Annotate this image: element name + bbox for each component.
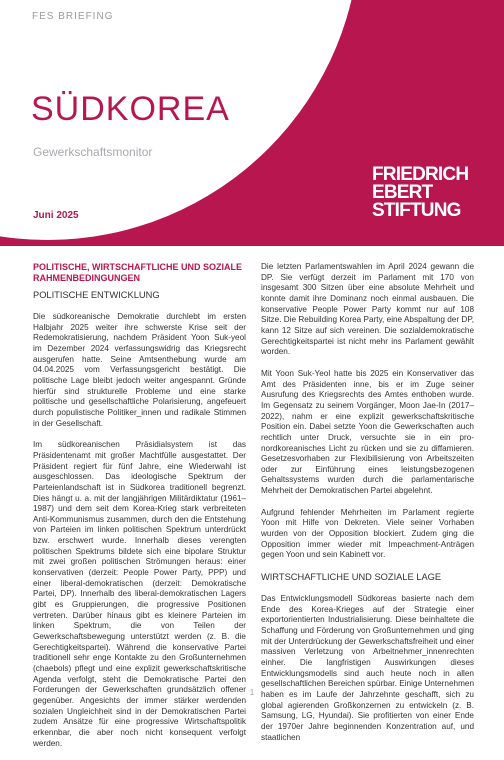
- page-number: 1: [249, 688, 255, 697]
- series-label: FES BRIEFING: [32, 11, 114, 22]
- right-column: [261, 262, 474, 754]
- left-column: [33, 262, 246, 760]
- paragraph: Die letzten Parlamentswahlen im April 2024 gewann die DP. Sie verfügt derzeit im Parlament mit 170 von insgesamt 300 Sitzen über eine absolute Mehrheit und konnte damit ihre Dominanz noch einmal ausbauen. Die konservative People Power Party kommt nur auf 108 Sitze. Die Rebuilding Korea Party, eine Abspaltung der DP, kann 12 Sitze auf sich vereinen. Die sozialdemokratische Gerechtigkeitspartei ist nicht mehr ins Parlament gewählt worden.: [261, 262, 474, 357]
- publication-date: Juni 2025: [33, 210, 79, 221]
- subheading-political: POLITISCHE ENTWICKLUNG: [33, 290, 160, 300]
- logo-line: STIFTUNG: [372, 200, 461, 221]
- subheading-economic: WIRTSCHAFTLICHE UND SOZIALE LAGE: [261, 572, 442, 583]
- cover-header: [0, 0, 504, 246]
- page-title: SÜDKOREA: [31, 90, 230, 128]
- paragraph: Mit Yoon Suk-Yeol hatte bis 2025 ein Konservativer das Amt des Präsidenten inne, bis er im Zuge seiner Ausrufung des Kriegsrechts des Amtes enthoben wurde. Im Gegensatz zu seinem Vorgänger, Moon Jae-In (2017–2022), nahm er eine explizit gewerkschaftskritische Position ein. Dabei setzte Yoon die Gewerkschaften auch rechtlich unter Druck, versuchte sie in ein pro-nordkoreanisches Licht zu rücken und sie zu diffamieren. Gesetzesvorhaben zur Flexibilisierung von Arbeitszeiten oder zur Einführung eines leistungsbezogenen Gehaltssystems wurden durch die parlamentarische Mehrheit der Demokratischen Partei abgelehnt.: [261, 368, 474, 496]
- paragraph: Im südkoreanischen Präsidialsystem ist das Präsidentenamt mit großer Machtfülle ausgestattet. Der Präsident regiert für fünf Jahre, eine Wiederwahl ist ausgeschlossen. Das ideologische Spektrum der Parteienlandschaft ist in Südkorea traditionell begrenzt. Dies hängt u. a. mit der langjährigen Militärdiktatur (1961–1987) und dem seit dem Korea-Krieg stark verbreiteten Anti-Kommunismus zusammen, durch den die Entstehung von Parteien im linken politischen Spektrum unterdrückt bzw. erschwert wurde. Innerhalb dieses verengten politischen Spektrums bildete sich eine bipolare Struktur mit zwei großen politischen Strömungen heraus: einer konservativen (derzeit: People Power Party, PPP) und einer liberal-demokratischen (derzeit: Demokratische Partei, DP). Innerhalb des liberal-demokratischen Lagers gibt es Gruppierungen, die progressive Positionen vertreten. Darüber hinaus gibt es kleinere Parteien im linken Spektrum, die von Teilen der Gewerkschaftsbewegung unterstützt werden (z. B. die Gerechtigkeitspartei). Während die konservative Partei traditionell sehr enge Kontakte zu den Großunternehmen (chaebols) pflegt und eine explizit gewerkschaftskritische Agenda verfolgt, steht die Demokratische Partei den Forderungen der Gewerkschaften grundsätzlich offener gegenüber. Angesichts der immer stärker werdenden sozialen Ungleichheit sind in der Demokratischen Partei zudem Ansätze für eine progressive Wirtschaftspolitik erkennbar, die aber noch nicht konsequent verfolgt werden.: [33, 440, 246, 748]
- fes-logo: [372, 166, 480, 220]
- section-title: POLITISCHE, WIRTSCHAFTLICHE UND SOZIALE RAHMENBEDINGUNGEN: [33, 262, 242, 283]
- page-subtitle: Gewerkschaftsmonitor: [33, 145, 153, 159]
- logo-line: FRIEDRICH: [372, 164, 469, 185]
- paragraph: Aufgrund fehlender Mehrheiten im Parlament regierte Yoon mit Hilfe von Dekreten. Viele seiner Vorhaben wurden von der Opposition blockiert. Zudem ging die Opposition immer wieder mit Impeachment-Anträgen gegen Yoon und sein Kabinett vor.: [261, 507, 474, 560]
- paragraph: Das Entwicklungsmodell Südkoreas basierte nach dem Ende des Korea-Krieges auf der Strategie einer exportorientierten Industrialisierung. Diese beinhaltete die Schaffung und Förderung von Großunternehmen und ging mit der Unterdrückung der Gewerkschaftsfreiheit und einer massiven Verletzung von Arbeitnehmer_innenrechten einher. Die langfristigen Auswirkungen dieses Entwicklungsmodells sind auch heute noch in allen gesellschaftlichen Bereichen spürbar. Einige Unternehmen haben es im Laufe der Jahrzehnte geschafft, sich zu global agierenden Großkonzernen zu entwickeln (z. B. Samsung, LG, Hyundai). Sie profitierten von einer Ende der 1970er Jahre beginnenden Konzentration auf, und staatlichen: [261, 594, 474, 742]
- paragraph: Die südkoreanische Demokratie durchlebt im ersten Halbjahr 2025 weiter ihre schwerste Krise seit der Redemokratisierung, nachdem Präsident Yoon Suk-yeol im Dezember 2024 verfassungswidrig das Kriegsrecht ausgerufen hatte. Seine Amtsenthebung wurde am 04.04.2025 vom Verfassungsgericht bestätigt. Die politische Lage bleibt jedoch weiter angespannt. Gründe hierfür sind strukturelle Probleme und eine starke politische und gesellschaftliche Polarisierung, angefeuert durch populistische Politiker_innen und radikale Stimmen in der Gesellschaft.: [33, 312, 246, 428]
- logo-line: EBERT: [372, 182, 433, 203]
